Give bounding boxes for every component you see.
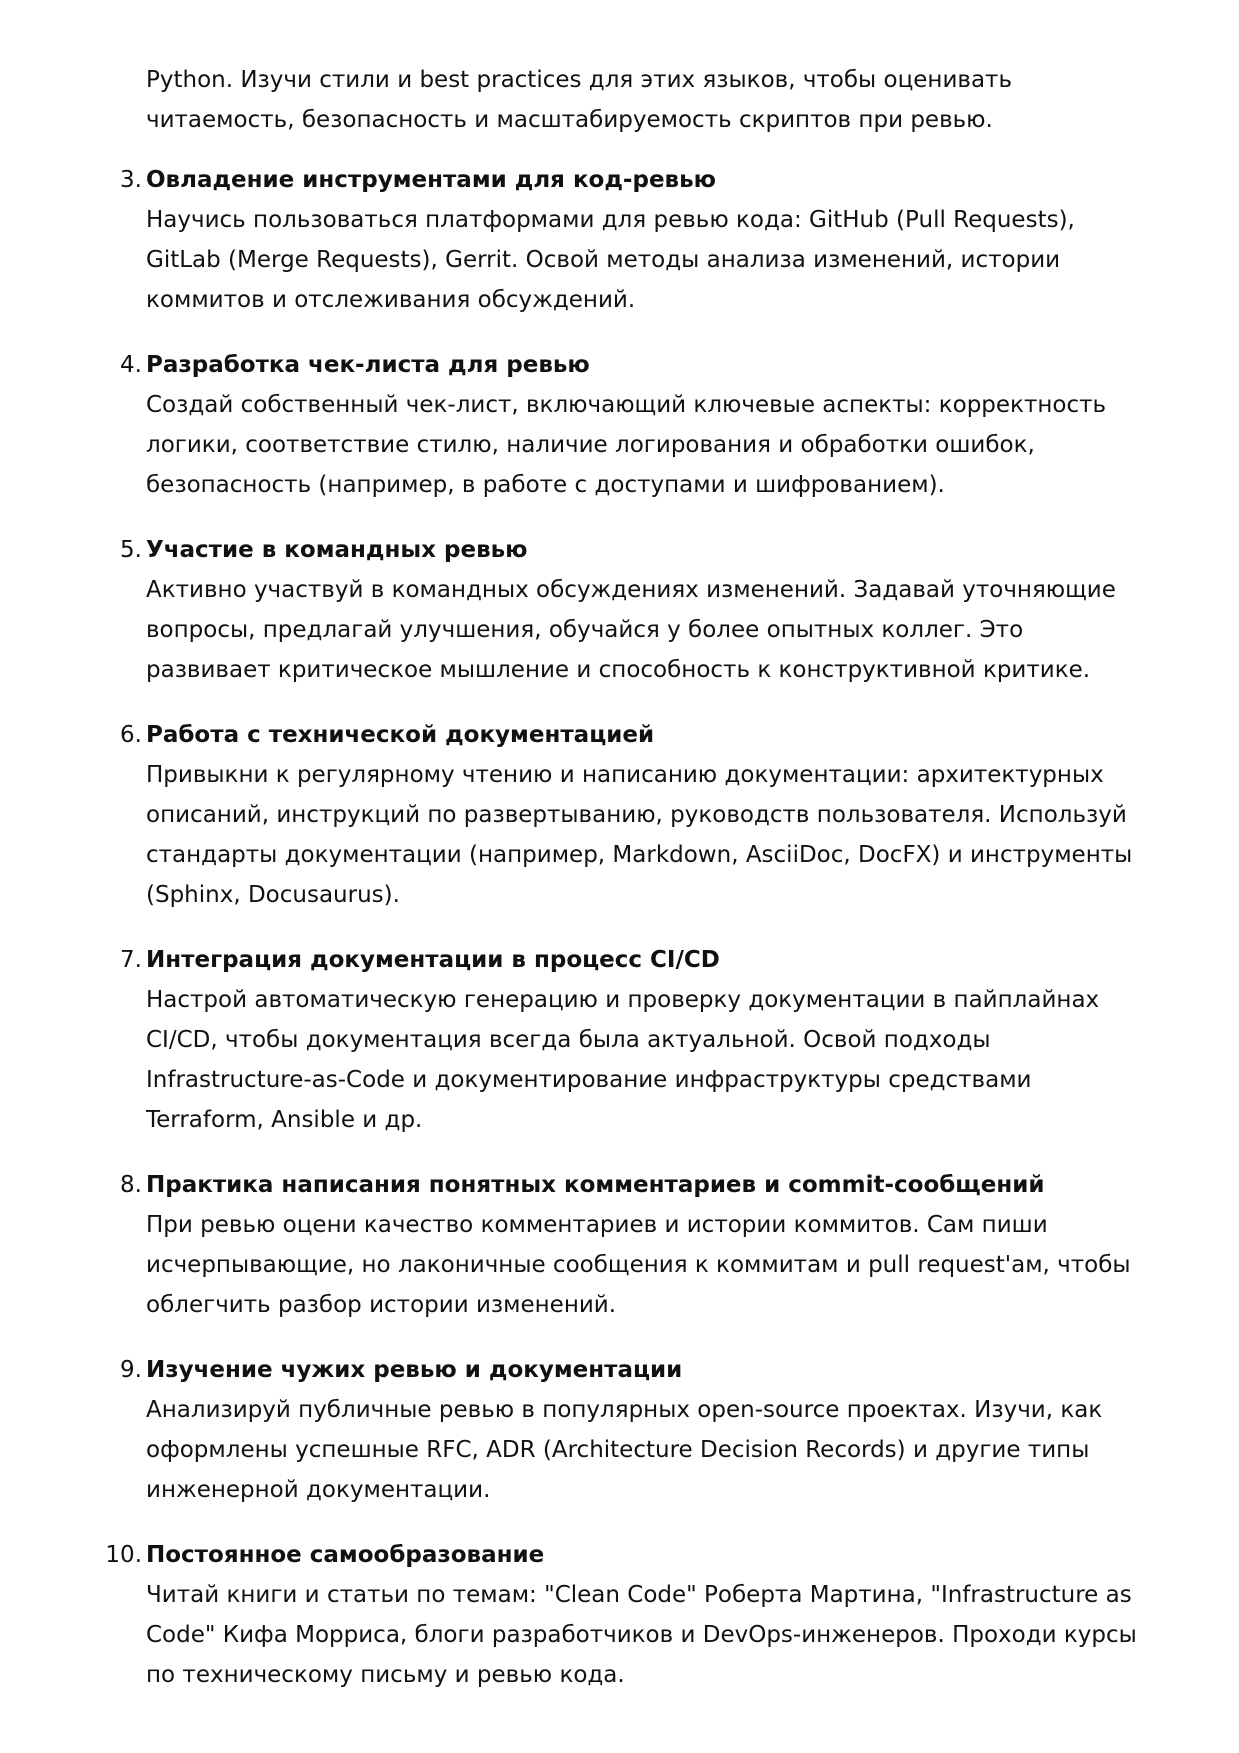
item-title: Практика написания понятных комментариев и commit-сообщений <box>146 1172 1045 1198</box>
item-description: Научись пользоваться платформами для ревью кода: GitHub (Pull Requests), GitLab (Merge Requests), Gerrit. Освой методы анализа изменений, истории коммитов и отслеживания обсуждений. <box>146 207 1075 313</box>
item-description: Настрой автоматическую генерацию и проверку документации в пайплайнах CI/CD, чтобы документация всегда была актуальной. Освой подходы Infrastructure-as-Code и документирование инфраструктуры средствами Terraform, Ansible и др. <box>146 987 1100 1133</box>
item-number: 6. <box>120 722 142 748</box>
item-number: 7. <box>120 947 142 973</box>
item-number: 3. <box>120 167 142 193</box>
item-description: Читай книги и статьи по темам: "Clean Code" Роберта Мартина, "Infrastructure as Code" Кифа Морриса, блоги разработчиков и DevOps-инженеров. Проходи курсы по техническому письму и ревью кода. <box>146 1582 1137 1688</box>
item-number: 9. <box>120 1357 142 1383</box>
item-number: 5. <box>120 537 142 563</box>
list-item <box>0 1165 1146 1325</box>
item-title: Интеграция документации в процесс CI/CD <box>146 947 720 973</box>
item-description: Привыкни к регулярному чтению и написанию документации: архитектурных описаний, инструкций по развертыванию, руководств пользователя. Используй стандарты документации (например, Markdown, AsciiDoc, DocFX) и инструменты (Sphinx, Docusaurus). <box>146 762 1133 908</box>
item-title: Разработка чек-листа для ревью <box>146 352 590 378</box>
item-title: Постоянное самообразование <box>146 1542 545 1568</box>
item-number: 8. <box>120 1172 142 1198</box>
item-description: Анализируй публичные ревью в популярных open-source проектах. Изучи, как оформлены успешные RFC, ADR (Architecture Decision Records) и другие типы инженерной документации. <box>146 1397 1103 1503</box>
item-title: Работа с технической документацией <box>146 722 655 748</box>
item-title: Овладение инструментами для код-ревью <box>146 167 717 193</box>
item-description: При ревью оцени качество комментариев и истории коммитов. Сам пиши исчерпывающие, но лаконичные сообщения к коммитам и pull request'ам, чтобы облегчить разбор истории изменений. <box>146 1212 1131 1318</box>
item-description: Активно участвуй в командных обсуждениях изменений. Задавай уточняющие вопросы, предлагай улучшения, обучайся у более опытных коллег. Это развивает критическое мышление и способность к конструктивной критике. <box>146 577 1116 683</box>
list-item <box>0 1350 1146 1510</box>
item-title: Участие в командных ревью <box>146 537 528 563</box>
list-item <box>0 530 1146 690</box>
list-item <box>0 940 1146 1140</box>
intro-paragraph: Python. Изучи стили и best practices для этих языков, чтобы оценивать читаемость, безопасность и масштабируемость скриптов при ревью. <box>146 67 1012 133</box>
list-item <box>0 1535 1146 1695</box>
item-number: 10. <box>105 1542 142 1568</box>
list-item <box>0 715 1146 915</box>
numbered-list <box>0 160 1239 1720</box>
list-item <box>0 160 1146 320</box>
item-description: Создай собственный чек-лист, включающий ключевые аспекты: корректность логики, соответствие стилю, наличие логирования и обработки ошибок, безопасность (например, в работе с доступами и шифрованием). <box>146 392 1107 498</box>
list-item <box>0 345 1146 505</box>
item-title: Изучение чужих ревью и документации <box>146 1357 683 1383</box>
item-number: 4. <box>120 352 142 378</box>
